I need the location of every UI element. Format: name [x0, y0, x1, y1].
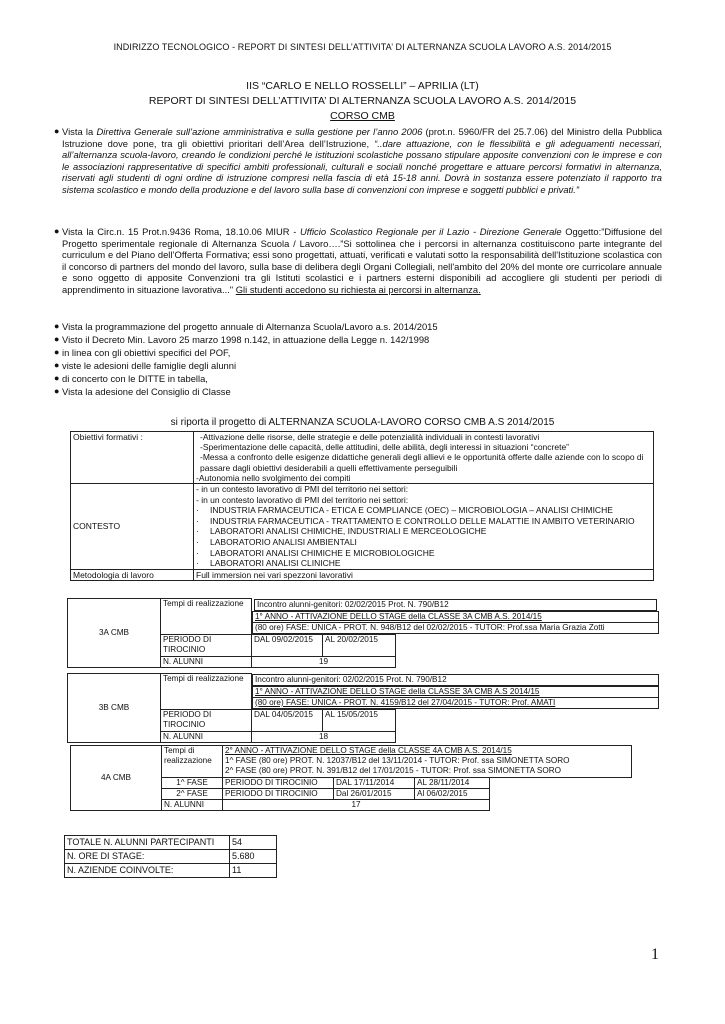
alunni-label: N. ALUNNI	[161, 656, 252, 667]
total-value: 54	[230, 836, 277, 850]
alunni-count: 17	[223, 800, 490, 811]
bullet-icon: ●	[54, 373, 60, 383]
contesto-cell	[194, 484, 654, 570]
tempi-label: Tempi di realizzazione	[161, 674, 252, 710]
bullet-decreto: ● Visto il Decreto Min. Lavoro 25 marzo 1998 n.142, in attuazione della Legge n. 142/1998	[54, 334, 430, 345]
alunni-label: N. ALUNNI	[161, 731, 252, 742]
obiettivo-item: -Autonomia nello svolgimento dei compiti	[196, 472, 351, 483]
fase: (80 ore) FASE: UNICA - PROT. N. 4159/B12 del 27/04/2015 - TUTOR: Prof. AMATI	[253, 697, 659, 708]
settore-item: · LABORATORI ANALISI CHIMICHE, INDUSTRIALI E MERCEOLOGICHE	[196, 526, 487, 537]
settore-item: · LABORATORIO ANALISI AMBIENTALI	[196, 536, 357, 547]
fase: (80 ore) FASE: UNICA - PROT. N. 948/B12 del 02/02/2015 - TUTOR: Prof.ssa Maria Grazia Zotti	[253, 622, 659, 633]
total-label: TOTALE N. ALUNNI PARTECIPANTI	[65, 836, 230, 850]
settore-item: · INDUSTRIA FARMACEUTICA - ETICA E COMPLIANCE (OEC) – MICROBIOLOGIA – ANALISI CHIMICHE	[196, 505, 613, 516]
bullet-programmazione: ● Vista la programmazione del progetto annuale di Alternanza Scuola/Lavoro a.s. 2014/2015	[54, 321, 438, 332]
bullet-famiglie: ● viste le adesioni delle famiglie degli alunni	[54, 360, 237, 371]
bullet-pof: ● in linea con gli obiettivi specifici del POF,	[54, 347, 231, 358]
class-name: 3B CMB	[68, 674, 161, 743]
settore-item: · INDUSTRIA FARMACEUTICA - TRATTAMENTO E CONTROLLO DELLE MALATTIE IN AMBITO VETERINARIO	[196, 515, 635, 526]
school-title: IIS “CARLO E NELLO ROSSELLI” – APRILIA (LT)	[246, 80, 479, 92]
class-name: 3A CMB	[68, 599, 161, 668]
project-caption: si riporta il progetto di ALTERNANZA SCUOLA-LAVORO CORSO CMB A.S 2014/2015	[170, 417, 555, 428]
periodo-al: AL 15/05/2015	[323, 710, 396, 731]
incontro: Incontro alunni-genitori: 02/02/2015 Prot. N. 790/B12	[253, 674, 659, 685]
bullet-circolare: ● Vista la Circ.n. 15 Prot.n.9436 Roma, 18.10.06 MIUR - Ufficio Scolastico Regionale per il Lazio - Direzione Generale Oggetto:”Diffusione del Progetto sperimentale regionale di Alternanza Scuola / Lavoro….”Si sottolinea che i percorsi in alternanza costituiscono parte integrante del curriculum e del Piano dell’Offerta Formativa; essi sono progettati, attuati, verificati e valutati sotto la responsabilità dell'Istituzione scolastica con il concorso di partners del mondo del lavoro, sulla base di delibera degli Organi Collegiali, nell'ambito del 20% del monte ore curricolare annuale e sono oggetto di apposite Convenzioni tra gli Istituti scolastici e i partners esterni disponibili ad accogliere gli studenti per periodi di apprendimento in situazione lavorativa..." Gli studenti accedono su richiesta ai percorsi in alternanza.	[54, 226, 663, 295]
bullet-icon: ●	[54, 386, 60, 396]
alunni-count: 18	[252, 731, 396, 742]
total-label: N. ORE DI STAGE:	[65, 850, 230, 864]
totals-row	[65, 850, 277, 864]
running-header: INDIRIZZO TECNOLOGICO - REPORT DI SINTESI DELL’ATTIVITA’ DI ALTERNANZA SCUOLA LAVORO A.S. 2014/2015	[113, 42, 612, 52]
class-3a-table	[67, 598, 659, 668]
course-title: CORSO CMB	[330, 110, 395, 122]
contesto-label: CONTESTO	[71, 484, 194, 570]
obiettivo-item: -Sperimentazione delle capacità, delle attitudini, delle abilità, degli interessi in situazioni “concrete”	[200, 442, 570, 453]
contesto-intro: - in un contesto lavorativo di PMI del territorio nei settori:	[196, 484, 409, 495]
metodologia-label: Metodologia di lavoro	[71, 569, 194, 580]
tempi-label: Tempi di realizzazione	[161, 599, 252, 635]
alunni-count: 19	[252, 656, 396, 667]
periodo-dal: DAL 04/05/2015	[252, 710, 323, 731]
obiettivi-cell	[194, 432, 654, 484]
attivazione: 1° ANNO - ATTIVAZIONE DELLO STAGE della CLASSE 3A CMB A.S 2014/15	[253, 686, 659, 697]
fase-1: 1^ FASE (80 ore) PROT. N. 12037/B12 del 13/11/2014 - TUTOR: Prof. ssa SIMONETTA SORO	[225, 756, 570, 766]
fase-2: 2^ FASE (80 ore) PROT. N. 391/B12 del 17/01/2015 - TUTOR: Prof. ssa SIMONETTA SORO	[225, 766, 562, 776]
bullet-icon: ●	[54, 360, 60, 370]
settore-item: · LABORATORI ANALISI CLINICHE	[196, 558, 341, 569]
periodo-al: Al 06/02/2015	[415, 788, 490, 799]
incontro: Incontro alunni-genitori: 02/02/2015 Prot. N. 790/B12	[255, 599, 657, 610]
project-table	[70, 431, 654, 581]
periodo-label: PERIODO DI TIROCINIO	[223, 777, 334, 788]
bullet-icon: ●	[54, 334, 60, 344]
bullet-consiglio: ● Vista la adesione del Consiglio di Classe	[54, 386, 231, 397]
fase-1-label: 1^ FASE	[162, 777, 223, 788]
periodo-label: PERIODO DI TIROCINIO	[223, 788, 334, 799]
totals-row	[65, 836, 277, 850]
report-title: REPORT DI SINTESI DELL’ATTIVITA’ DI ALTERNANZA SCUOLA LAVORO A.S. 2014/2015	[148, 95, 577, 107]
totals-row	[65, 864, 277, 878]
periodo-al: AL 20/02/2015	[323, 635, 396, 656]
class-3b-table	[67, 673, 659, 743]
periodo-label: PERIODO DI TIROCINIO	[161, 710, 252, 731]
totals-table	[64, 835, 277, 878]
periodo-dal: DAL 09/02/2015	[252, 635, 323, 656]
obiettivo-item: -Messa a confronto delle esigenze didattiche generali degli allievi e le opportunità offerte dalle aziende con lo scopo di passare dagli obiettivi desiderabili a quelli effettivamente perseguibili	[200, 452, 644, 473]
metodologia-value: Full immersion nei vari spezzoni lavorativi	[194, 569, 654, 580]
bullet-icon: ●	[54, 321, 60, 331]
periodo-al: AL 28/11/2014	[415, 777, 490, 788]
bullet-icon: ●	[54, 347, 60, 357]
total-value: 5.680	[230, 850, 277, 864]
fase-2-label: 2^ FASE	[162, 788, 223, 799]
class-name: 4A CMB	[71, 746, 162, 811]
total-value: 11	[230, 864, 277, 878]
periodo-label: PERIODO DI TIROCINIO	[161, 635, 252, 656]
class-4a-table	[70, 745, 632, 811]
tempi-label: Tempi di realizzazione	[162, 746, 223, 778]
bullet-icon: ●	[54, 226, 60, 236]
alunni-label: N. ALUNNI	[162, 800, 223, 811]
bullet-icon: ●	[54, 126, 60, 136]
attivazione: 2° ANNO - ATTIVAZIONE DELLO STAGE della CLASSE 4A CMB A.S. 2014/15	[225, 746, 512, 755]
periodo-dal: DAL 17/11/2014	[334, 777, 415, 788]
page-number: 1	[651, 946, 659, 963]
bullet-direttiva: ● Vista la Direttiva Generale sull’azione amministrativa e sulla gestione per l’anno 2006 (prot.n. 5960/FR del 25.7.06) del Ministro della Pubblica Istruzione dove pone, tra gli obiettivi prioritari dell’Area dell’Istruzione, “..dare attuazione, con le flessibilità e gli adeguamenti necessari, all’alternanza scuola-lavoro, creando le condizioni perché le istituzioni scolastiche possano stipulare apposite convenzioni con le imprese e con le associazioni rappresentative di specifici ambiti professionali, culturali e sociali nonché progettare e attuare percorsi formativi in alternanza, riservati agli studenti di ogni ordine di istruzione compresi nella fascia di età 15-18 anni. Dovrà in sostanza essere potenziato il rapporto tra sistema scolastico e mondo della produzione e del lavoro sulla base di convenzioni con imprese e soggetti pubblici e privati.”	[54, 126, 663, 195]
fasi-cell	[223, 746, 632, 778]
bullet-ditte: ● di concerto con le DITTE in tabella,	[54, 373, 208, 384]
total-label: N. AZIENDE COINVOLTE:	[65, 864, 230, 878]
contesto-intro: - in un contesto lavorativo di PMI del territorio nei settori:	[196, 494, 409, 505]
periodo-dal: Dal 26/01/2015	[334, 788, 415, 799]
obiettivo-item: -Attivazione delle risorse, delle strategie e delle potenzialità individuali in contesti lavorativi	[200, 432, 540, 442]
settore-item: · LABORATORI ANALISI CHIMICHE E MICROBIOLOGICHE	[196, 547, 435, 558]
attivazione: 1° ANNO - ATTIVAZIONE DELLO STAGE della CLASSE 3A CMB A.S. 2014/15	[253, 611, 659, 622]
obiettivi-label: Obiettivi formativi :	[71, 432, 194, 484]
